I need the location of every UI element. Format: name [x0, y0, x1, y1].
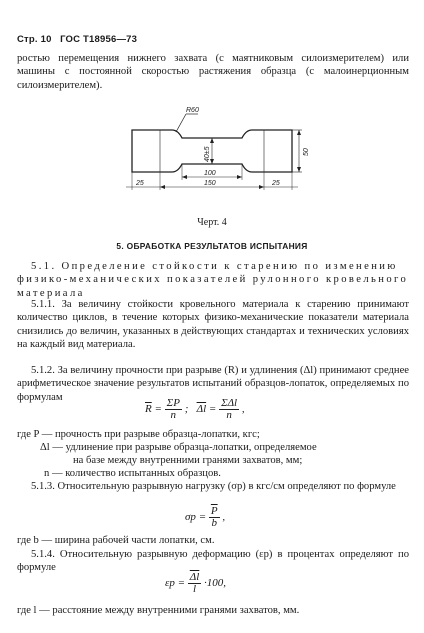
page-header	[17, 34, 137, 45]
page-number: Стр. 10	[17, 34, 52, 45]
paragraph-5-1-3: 5.1.3. Относительную разрывную нагрузку (σр) в кгс/см определяют по формуле	[31, 481, 396, 492]
where-1-line-2: Δl — удлинение при разрыве образца-лопатки, определяемое	[40, 442, 317, 453]
dim-40: 40±5	[204, 146, 211, 162]
specimen-drawing	[120, 100, 310, 200]
dim-r60: R60	[186, 107, 199, 114]
dim-150: 150	[204, 180, 216, 187]
dim-50: 50	[303, 148, 310, 156]
figure-caption: Черт. 4	[197, 217, 227, 228]
where-3: где l — расстояние между внутренними гранями захватов, мм.	[17, 605, 300, 616]
formula-1: $\overline{R}$ = $\frac{\Sigma P}{n}$ ; $\overline{\Delta l}$ = $\frac{\text{ΣΔl}}{n}$ ,	[145, 397, 245, 421]
formula-3: εр = $\frac{\overline{\Delta l}}{l}$ ·100,	[165, 571, 227, 595]
paragraph-5-1: 5.1. Определение стойкости к старению по изменению физико-механических показателей рулонного кровельного материала	[17, 261, 409, 299]
dim-100: 100	[204, 170, 216, 177]
standard-number: ГОС Т18956—73	[60, 34, 138, 45]
radius-leader	[176, 114, 186, 132]
paragraph-5-1-1: 5.1.1. За величину стойкости кровельного материала к старению принимают количество циклов, в течение которых физико-механические показатели материала снизились до величин, указанных в действующих стандартах и технических условиях на каждый вид материала.	[17, 299, 409, 350]
where-1-line-1: где P — прочность при разрыве образца-лопатки, кгс;	[17, 429, 260, 440]
where-1-line-3: на базе между внутренними гранями захватов, мм;	[73, 455, 303, 466]
where-1-line-4: n — количество испытанных образцов.	[44, 468, 221, 479]
dim-25-right: 25	[272, 180, 280, 187]
dim-25-left: 25	[136, 180, 144, 187]
section-title: 5. ОБРАБОТКА РЕЗУЛЬТАТОВ ИСПЫТАНИЯ	[116, 241, 308, 251]
paragraph-5-1-4: 5.1.4. Относительную разрывную деформацию (εр) в процентах определяют по формуле	[17, 549, 409, 574]
paragraph-5-1-2: 5.1.2. За величину прочности при разрыве (R) и удлинения (Δl) принимают среднее арифметическое значение результатов испытаний образцов-лопаток, определяемых по формулам	[17, 365, 409, 403]
where-2: где b — ширина рабочей части лопатки, см.	[17, 535, 215, 546]
paragraph-top: ростью перемещения нижнего захвата (с маятниковым силоизмерителем) или машины с постоянной скоростью растяжения образца (с малоинерционным силоизмерителем).	[17, 53, 409, 91]
formula-2: σр = $\frac{\overline{P}}{b}$ ,	[185, 505, 226, 529]
